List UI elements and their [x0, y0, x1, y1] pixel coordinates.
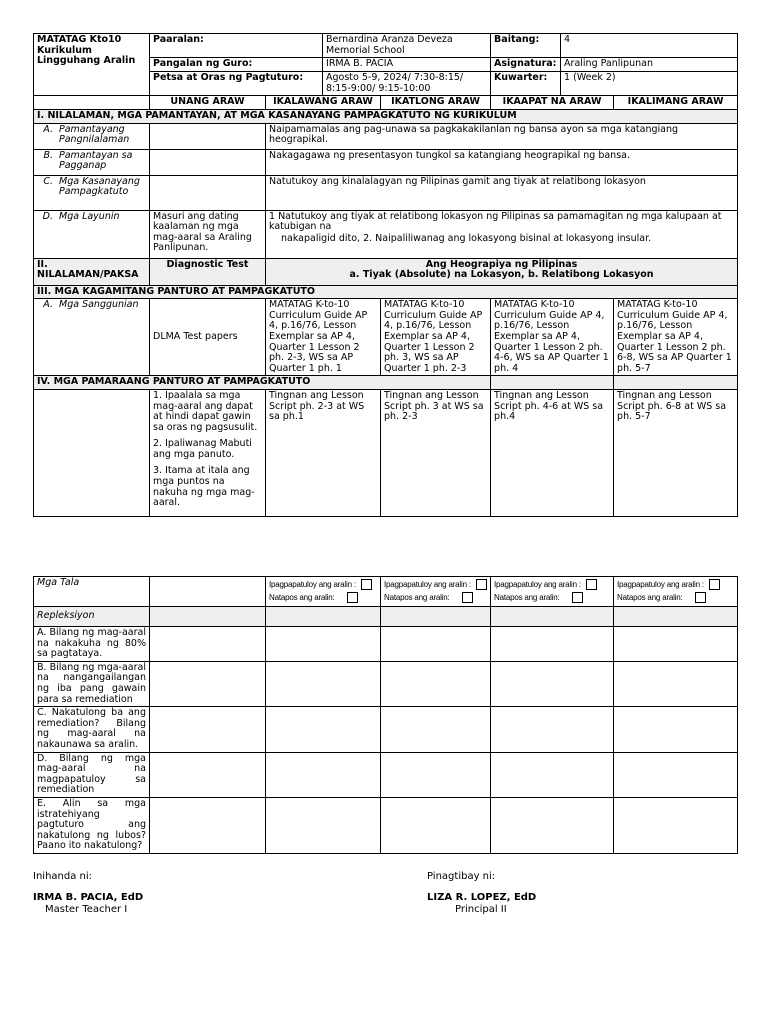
approved-by-label: Pinagtibay ni:	[427, 871, 496, 882]
sanggunian-day1: DLMA Test papers	[150, 299, 266, 376]
approved-by-title: Principal II	[455, 904, 507, 915]
reflection-e-day2	[266, 797, 381, 853]
lesson-plan-table	[33, 33, 738, 517]
pamantayang-pangnilalaman-label: A. Pamantayang Pangnilalaman	[34, 123, 150, 149]
natapos-checkbox[interactable]	[695, 592, 706, 603]
section-3-title: III. MGA KAGAMITANG PANTURO AT PAMPAGKATUTO	[34, 285, 738, 299]
reflection-c-day5	[614, 707, 738, 752]
pamaraan-day1: 1. Ipaalala sa mga mag-aaral ang dapat at hindi dapat gawin sa oras ng pagsusulit. 2. Ipaliwanag Mabuti ang mga panuto. 3. Itama at itala ang mga puntos na nakuha ng mga mag-aaral.	[150, 389, 266, 516]
mga-sanggunian-label: A. Mga Sanggunian	[34, 299, 150, 376]
reflection-a-label: A. Bilang ng mag-aaral na nakakuha ng 80% sa pagtataya.	[34, 627, 150, 662]
reflection-b-day5	[614, 661, 738, 706]
paaralan-label: Paaralan:	[150, 34, 323, 58]
reflection-d-label: D. Bilang ng mga mag-aaral na magpapatuloy sa remediation	[34, 752, 150, 797]
reflection-a-day4	[491, 627, 614, 662]
reflection-a-day3	[381, 627, 491, 662]
mga-tala-day1	[150, 577, 266, 607]
reflection-d-day3	[381, 752, 491, 797]
ipagpapatuloy-checkbox[interactable]	[361, 579, 372, 590]
mga-tala-day2: Ipagpapatuloy ang aralin : Natapos ang aralin:	[266, 577, 381, 607]
repleksiyon-label: Repleksiyon	[34, 607, 150, 627]
pamaraan-day3: Tingnan ang Lesson Script ph. 3 at WS sa ph. 2-3	[381, 389, 491, 516]
baitang-value: 4	[561, 34, 738, 58]
nilalaman-paksa-label: II. NILALAMAN/PAKSA	[34, 258, 150, 285]
reflection-c-label: C. Nakatulong ba ang remediation? Bilang ng mag-aaral na nakaunawa sa aralin.	[34, 707, 150, 752]
pamaraan-day5: Tingnan ang Lesson Script ph. 6-8 at WS sa ph. 5-7	[614, 389, 738, 516]
repleksiyon-day5	[614, 607, 738, 627]
approved-by-block	[427, 871, 536, 917]
reflection-c-day3	[381, 707, 491, 752]
kasanayang-pampagkatuto-day1	[150, 175, 266, 210]
reflection-d-day4	[491, 752, 614, 797]
mga-layunin-label: D. Mga Layunin	[34, 210, 150, 258]
repleksiyon-day1	[150, 607, 266, 627]
reflection-c-day4	[491, 707, 614, 752]
section-4-blank-b	[491, 376, 614, 390]
petsa-value: Agosto 5-9, 2024/ 7:30-8:15/ 8:15-9:00/ 9:15-10:00	[323, 72, 491, 96]
reflection-d-day1	[150, 752, 266, 797]
section-4-blank-a	[381, 376, 491, 390]
pamaraan-day2: Tingnan ang Lesson Script ph. 2-3 at WS sa ph.1	[266, 389, 381, 516]
ipagpapatuloy-checkbox[interactable]	[586, 579, 597, 590]
pamantayang-pangnilalaman-day1	[150, 123, 266, 149]
section-1-title: I. NILALAMAN, MGA PAMANTAYAN, AT MGA KASANAYANG PAMPAGKATUTO NG KURIKULUM	[34, 109, 738, 123]
day-header-5: IKALIMANG ARAW	[614, 96, 738, 110]
mga-layunin-text: 1 Natutukoy ang tiyak at relatibong lokasyon ng Pilipinas sa pamamagitan ng mga kalupaan at katubigan na nakapaligid dito, 2. Naipaliliwanag ang lokasyong bisinal at lokasyong insular.	[266, 210, 738, 258]
day-header-blank	[34, 96, 150, 110]
prepared-by-block	[33, 871, 143, 917]
pamantayan-sa-pagganap-text: Nakagagawa ng presentasyon tungkol sa katangiang heograpikal ng bansa.	[266, 149, 738, 175]
reflection-e-day4	[491, 797, 614, 853]
natapos-checkbox[interactable]	[572, 592, 583, 603]
mga-tala-day5: Ipagpapatuloy ang aralin : Natapos ang aralin:	[614, 577, 738, 607]
mga-layunin-day1: Masuri ang dating kaalaman ng mga mag-aaral sa Araling Panlipunan.	[150, 210, 266, 258]
sanggunian-day2: MATATAG K-to-10 Curriculum Guide AP 4, p.16/76, Lesson Exemplar sa AP 4, Quarter 1 Lesson 2 ph. 2-3, WS sa AP Quarter 1 ph. 1	[266, 299, 381, 376]
reflection-c-day1	[150, 707, 266, 752]
reflection-a-day5	[614, 627, 738, 662]
kasanayang-pampagkatuto-text: Natutukoy ang kinalalagyan ng Pilipinas gamit ang tiyak at relatibong lokasyon	[266, 175, 738, 210]
reflection-b-day4	[491, 661, 614, 706]
pamaraan-day4: Tingnan ang Lesson Script ph. 4-6 at WS sa ph.4	[491, 389, 614, 516]
reflection-e-label: E. Alin sa mga istratehiyang pagtuturo ang nakatulong ng lubos? Paano ito nakatulong?	[34, 797, 150, 853]
reflection-e-day3	[381, 797, 491, 853]
day-header-2: IKALAWANG ARAW	[266, 96, 381, 110]
prepared-by-name: IRMA B. PACIA, EdD	[33, 891, 144, 903]
kuwarter-label: Kuwarter:	[491, 72, 561, 96]
reflection-d-day5	[614, 752, 738, 797]
mga-tala-label: Mga Tala	[34, 577, 150, 607]
reflection-e-day1	[150, 797, 266, 853]
kasanayang-pampagkatuto-label: C. Mga Kasanayang Pampagkatuto	[34, 175, 150, 210]
ipagpapatuloy-checkbox[interactable]	[476, 579, 487, 590]
asignatura-label: Asignatura:	[491, 58, 561, 72]
nilalaman-topic: Ang Heograpiya ng Pilipinas a. Tiyak (Absolute) na Lokasyon, b. Relatibong Lokasyon	[266, 258, 738, 285]
reflection-c-day2	[266, 707, 381, 752]
sanggunian-day5: MATATAG K-to-10 Curriculum Guide AP 4, p.16/76, Lesson Exemplar sa AP 4, Quarter 1 Lesson 2 ph. 6-8, WS sa AP Quarter 1 ph. 5-7	[614, 299, 738, 376]
pamaraan-label	[34, 389, 150, 516]
mga-tala-day4: Ipagpapatuloy ang aralin : Natapos ang aralin:	[491, 577, 614, 607]
section-4-title: IV. MGA PAMARAANG PANTURO AT PAMPAGKATUTO	[34, 376, 381, 390]
petsa-label: Petsa at Oras ng Pagtuturo:	[150, 72, 323, 96]
reflection-e-day5	[614, 797, 738, 853]
pamantayan-sa-pagganap-day1	[150, 149, 266, 175]
baitang-label: Baitang:	[491, 34, 561, 58]
natapos-checkbox[interactable]	[462, 592, 473, 603]
pamantayang-pangnilalaman-text: Naipamamalas ang pag-unawa sa pagkakakilanlan ng bansa ayon sa mga katangiang heograpikal.	[266, 123, 738, 149]
reflection-b-day3	[381, 661, 491, 706]
plan-title: MATATAG Kto10 Kurikulum Lingguhang Aralin	[34, 34, 150, 96]
section-4-blank-c	[614, 376, 738, 390]
reflection-a-day1	[150, 627, 266, 662]
guro-value: IRMA B. PACIA	[323, 58, 491, 72]
day-header-4: IKAAPAT NA ARAW	[491, 96, 614, 110]
sanggunian-day3: MATATAG K-to-10 Curriculum Guide AP 4, p.16/76, Lesson Exemplar sa AP 4, Quarter 1 Lesson 2 ph. 3, WS sa AP Quarter 1 ph. 2-3	[381, 299, 491, 376]
nilalaman-day1: Diagnostic Test	[150, 258, 266, 285]
reflection-b-day2	[266, 661, 381, 706]
reflection-d-day2	[266, 752, 381, 797]
sanggunian-day4: MATATAG K-to-10 Curriculum Guide AP 4, p.16/76, Lesson Exemplar sa AP 4, Quarter 1 Lesson 2 ph. 4-6, WS sa AP Quarter 1 ph. 4	[491, 299, 614, 376]
reflection-a-day2	[266, 627, 381, 662]
repleksiyon-day2	[266, 607, 381, 627]
ipagpapatuloy-checkbox[interactable]	[709, 579, 720, 590]
paaralan-value: Bernardina Aranza Deveza Memorial School	[323, 34, 491, 58]
mga-tala-day3: Ipagpapatuloy ang aralin : Natapos ang aralin:	[381, 577, 491, 607]
reflection-b-label: B. Bilang ng mga-aaral na nangangailangan ng iba pang gawain para sa remediation	[34, 661, 150, 706]
day-header-3: IKATLONG ARAW	[381, 96, 491, 110]
kuwarter-value: 1 (Week 2)	[561, 72, 738, 96]
prepared-by-label: Inihanda ni:	[33, 871, 93, 882]
prepared-by-title: Master Teacher I	[45, 904, 128, 915]
repleksiyon-day3	[381, 607, 491, 627]
asignatura-value: Araling Panlipunan	[561, 58, 738, 72]
natapos-checkbox[interactable]	[347, 592, 358, 603]
reflection-table	[33, 576, 738, 854]
day-header-1: UNANG ARAW	[150, 96, 266, 110]
pamantayan-sa-pagganap-label: B. Pamantayan sa Pagganap	[34, 149, 150, 175]
reflection-b-day1	[150, 661, 266, 706]
guro-label: Pangalan ng Guro:	[150, 58, 323, 72]
approved-by-name: LIZA R. LOPEZ, EdD	[427, 891, 537, 903]
repleksiyon-day4	[491, 607, 614, 627]
